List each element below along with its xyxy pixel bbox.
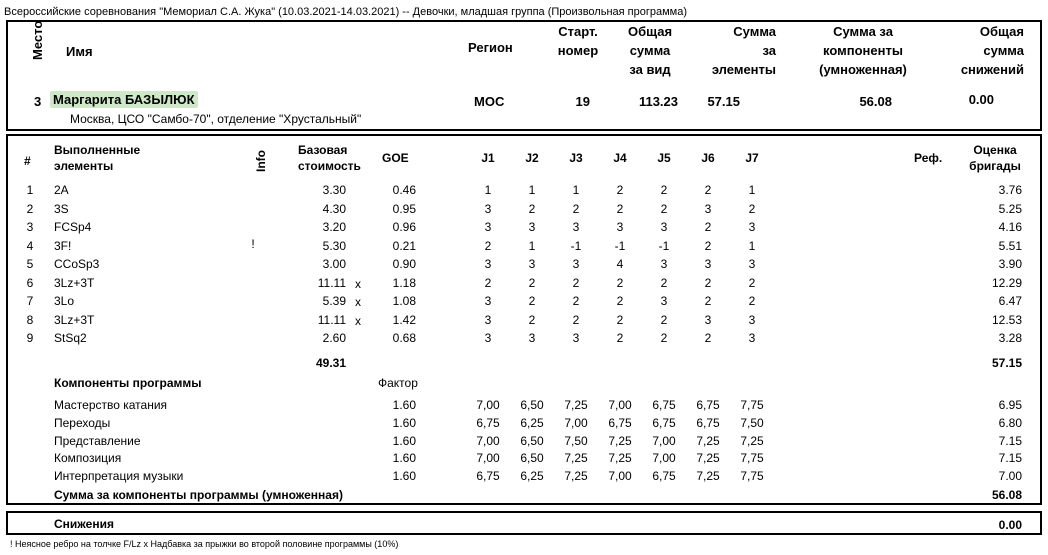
element-base: 3.30: [322, 183, 346, 197]
component-name: Переходы: [54, 415, 111, 430]
col-judge-1-label: J1: [481, 151, 495, 165]
component-judge-4: 7,25: [608, 433, 632, 448]
element-num: 6: [26, 275, 34, 290]
element-judge-6: 3: [704, 312, 712, 327]
element-goe: 0.46: [392, 183, 416, 197]
element-judge-2: 2: [528, 294, 536, 308]
element-panel-score: 3.90: [998, 257, 1022, 271]
element-name: 3Lo: [54, 294, 75, 308]
component-judge-2: 6,50: [520, 433, 544, 448]
element-judge-7: 2: [748, 201, 756, 216]
element-judge-5: 2: [660, 183, 668, 197]
element-judge-5: 3: [660, 220, 668, 234]
element-name: 2A: [54, 183, 69, 197]
element-base: 11.11: [317, 312, 346, 327]
element-judge-5: 2: [660, 312, 668, 327]
col-goe-label: GOE: [382, 151, 409, 165]
component-judge-7: 7,25: [740, 433, 764, 448]
element-judge-2: 1: [528, 238, 536, 253]
component-factor: 1.60: [392, 433, 416, 448]
element-judge-4: 2: [616, 312, 624, 327]
element-judge-3: -1: [570, 238, 582, 253]
element-judge-1: 2: [484, 275, 492, 290]
score-details-box: [6, 134, 1042, 505]
element-base: 5.39: [322, 294, 346, 308]
component-factor: 1.60: [392, 469, 416, 484]
element-judge-7: 3: [748, 220, 756, 234]
skater-start-no: 19: [575, 94, 590, 109]
element-name: 3S: [54, 201, 69, 216]
element-judge-5: -1: [658, 238, 670, 253]
col-ref-label: Реф.: [914, 151, 943, 165]
col-judge-4-label: J4: [613, 151, 627, 165]
components-label: Сумма за компоненты (умноженная): [819, 24, 907, 77]
skater-place: 3: [34, 94, 42, 109]
component-name: Мастерство катания: [54, 398, 168, 412]
element-judge-1: 2: [484, 238, 492, 253]
component-judge-2: 6,50: [520, 398, 544, 412]
place-label: Место: [30, 20, 45, 60]
element-goe: 1.18: [392, 275, 416, 290]
element-judge-2: 3: [528, 220, 536, 234]
component-judge-1: 7,00: [476, 398, 500, 412]
col-judge-7-label: J7: [745, 151, 759, 165]
element-judge-3: 2: [572, 275, 580, 290]
element-bonus: x: [355, 295, 361, 309]
component-judge-2: 6,25: [520, 469, 544, 484]
element-goe: 0.90: [392, 257, 416, 271]
element-name: 3F!: [54, 238, 72, 253]
component-judge-6: 7,25: [696, 469, 720, 484]
element-judge-2: 2: [528, 312, 536, 327]
component-judge-3: 7,25: [564, 469, 588, 484]
skater-club: Москва, ЦСО "Самбо-70", отделение "Хрустальный": [70, 112, 362, 126]
col-judge-5-label: J5: [657, 151, 671, 165]
skater-total: 113.23: [638, 94, 678, 109]
elements-panel-total: 57.15: [991, 356, 1022, 370]
component-panel-score: 7.00: [998, 469, 1022, 484]
component-panel-score: 7.15: [998, 451, 1022, 466]
elements-base-total: 49.31: [315, 356, 346, 370]
component-judge-1: 7,00: [476, 433, 500, 448]
element-goe: 1.08: [392, 294, 416, 308]
components-total-label: Сумма за компоненты программы (умноженная): [54, 488, 343, 502]
element-judge-4: 2: [616, 294, 624, 308]
element-judge-3: 2: [572, 201, 580, 216]
component-judge-1: 7,00: [476, 451, 500, 466]
col-element-label: Выполненные элементы: [54, 143, 141, 173]
footnote: ! Неясное ребро на толчке F/Lz x Надбавка за прыжки во второй половине программы (10%): [10, 539, 399, 549]
element-judge-5: 2: [660, 201, 668, 216]
element-num: 8: [26, 312, 34, 327]
skater-name: [50, 92, 198, 107]
element-judge-6: 2: [704, 183, 712, 197]
col-judge-2-label: J2: [525, 151, 539, 165]
element-base: 4.30: [322, 201, 346, 216]
element-judge-1: 3: [484, 220, 492, 234]
deductions-box: [6, 511, 1042, 535]
skater-elements-score: 57.15: [707, 94, 740, 109]
element-panel-score: 3.76: [998, 183, 1022, 197]
element-judge-5: 2: [660, 275, 668, 290]
col-info-label: Info: [254, 150, 268, 172]
component-judge-4: 7,00: [608, 469, 632, 484]
element-panel-score: 12.53: [991, 312, 1022, 327]
component-name: Композиция: [54, 451, 122, 466]
element-bonus: x: [355, 276, 361, 291]
component-panel-score: 6.80: [998, 415, 1022, 430]
component-judge-7: 7,75: [740, 398, 764, 412]
element-judge-4: 2: [616, 183, 624, 197]
element-judge-7: 3: [748, 257, 756, 271]
component-judge-6: 6,75: [696, 398, 720, 412]
component-judge-7: 7,75: [740, 451, 764, 466]
component-judge-1: 6,75: [476, 415, 500, 430]
element-judge-3: 2: [572, 294, 580, 308]
element-num: 1: [26, 183, 34, 197]
element-num: 9: [26, 331, 34, 345]
element-judge-6: 3: [704, 201, 712, 216]
factor-label: Фактор: [378, 376, 418, 390]
deductions-row-value: 0.00: [998, 518, 1022, 532]
elements-label: Сумма за элементы: [711, 24, 776, 77]
component-factor: 1.60: [392, 415, 416, 430]
component-judge-5: 7,00: [652, 451, 676, 466]
component-judge-4: 7,00: [608, 398, 632, 412]
component-judge-7: 7,75: [740, 469, 764, 484]
region-label: Регион: [468, 40, 513, 55]
element-goe: 0.95: [392, 201, 416, 216]
element-judge-5: 3: [660, 257, 668, 271]
component-judge-3: 7,00: [564, 415, 588, 430]
element-judge-3: 3: [572, 331, 580, 345]
element-judge-1: 3: [484, 312, 492, 327]
element-num: 5: [26, 257, 34, 271]
col-num-label: #: [24, 154, 31, 168]
element-goe: 1.42: [392, 312, 416, 327]
element-judge-7: 2: [748, 294, 756, 308]
element-base: 2.60: [322, 331, 346, 345]
element-num: 4: [26, 238, 34, 253]
start-label: Старт. номер: [557, 24, 599, 58]
element-base: 3.00: [322, 257, 346, 271]
component-judge-6: 7,25: [696, 451, 720, 466]
element-judge-4: 2: [616, 201, 624, 216]
element-judge-4: 2: [616, 275, 624, 290]
element-judge-4: 4: [616, 257, 624, 271]
col-base-label: Базовая стоимость: [298, 143, 361, 173]
skater-components-score: 56.08: [859, 94, 892, 109]
element-judge-5: 3: [660, 294, 668, 308]
element-panel-score: 3.28: [998, 331, 1022, 345]
element-judge-4: -1: [614, 238, 626, 253]
element-judge-1: 3: [484, 257, 492, 271]
deductions-row-label: Снижения: [54, 517, 114, 531]
element-info: !: [251, 236, 255, 251]
component-judge-3: 7,25: [564, 398, 588, 412]
element-name: FCSp4: [54, 220, 92, 234]
element-bonus: x: [355, 313, 361, 328]
skater-deductions: 0.00: [968, 92, 994, 107]
element-judge-2: 1: [528, 183, 536, 197]
element-judge-3: 1: [572, 183, 580, 197]
component-judge-5: 6,75: [652, 469, 676, 484]
skater-name-text: Маргарита БАЗЫЛЮК: [50, 91, 198, 108]
component-judge-2: 6,50: [520, 451, 544, 466]
element-name: 3Lz+3T: [54, 275, 95, 290]
component-judge-6: 6,75: [696, 415, 720, 430]
element-judge-7: 2: [748, 275, 756, 290]
component-judge-2: 6,25: [520, 415, 544, 430]
element-judge-4: 2: [616, 331, 624, 345]
components-total-value: 56.08: [991, 488, 1022, 502]
element-num: 7: [26, 294, 34, 308]
name-label: Имя: [66, 44, 93, 59]
component-judge-7: 7,50: [740, 415, 764, 430]
element-judge-4: 3: [616, 220, 624, 234]
element-judge-1: 3: [484, 201, 492, 216]
component-judge-5: 6,75: [652, 415, 676, 430]
element-goe: 0.96: [392, 220, 416, 234]
component-name: Представление: [54, 433, 141, 448]
element-panel-score: 5.51: [998, 238, 1022, 253]
element-judge-6: 2: [704, 294, 712, 308]
col-judge-3-label: J3: [569, 151, 583, 165]
protocol-caption: Всероссийские соревнования "Мемориал С.А. Жука" (10.03.2021-14.03.2021) -- Девочки, младшая группа (Произвольная программа): [4, 6, 688, 18]
element-judge-3: 3: [572, 220, 580, 234]
element-judge-7: 1: [748, 183, 756, 197]
element-panel-score: 4.16: [998, 220, 1022, 234]
element-panel-score: 6.47: [998, 294, 1022, 308]
element-base: 11.11: [317, 275, 346, 290]
component-judge-4: 7,25: [608, 451, 632, 466]
element-judge-1: 1: [484, 183, 492, 197]
col-panel-label: Оценка бригады: [969, 143, 1021, 173]
element-judge-6: 2: [704, 275, 712, 290]
element-goe: 0.68: [392, 331, 416, 345]
element-panel-score: 12.29: [991, 275, 1022, 290]
component-panel-score: 7.15: [998, 433, 1022, 448]
element-name: 3Lz+3T: [54, 312, 95, 327]
element-judge-6: 2: [704, 238, 712, 253]
skater-region: МОС: [474, 94, 505, 109]
component-panel-score: 6.95: [998, 398, 1022, 412]
element-num: 2: [26, 201, 34, 216]
element-judge-7: 1: [748, 238, 756, 253]
element-base: 3.20: [322, 220, 346, 234]
element-judge-3: 2: [572, 312, 580, 327]
component-judge-5: 6,75: [652, 398, 676, 412]
element-judge-6: 2: [704, 220, 712, 234]
col-judge-6-label: J6: [701, 151, 715, 165]
element-judge-1: 3: [484, 294, 492, 308]
component-judge-5: 7,00: [652, 433, 676, 448]
component-judge-3: 7,50: [564, 433, 588, 448]
component-judge-1: 6,75: [476, 469, 500, 484]
element-judge-2: 3: [528, 257, 536, 271]
element-judge-7: 3: [748, 312, 756, 327]
total-label: Общая сумма за вид: [627, 24, 673, 77]
components-title: Компоненты программы: [54, 376, 202, 390]
element-num: 3: [26, 220, 34, 234]
element-judge-2: 2: [528, 275, 536, 290]
element-judge-7: 3: [748, 331, 756, 345]
element-judge-6: 2: [704, 331, 712, 345]
element-judge-2: 3: [528, 331, 536, 345]
element-judge-1: 3: [484, 331, 492, 345]
component-judge-4: 6,75: [608, 415, 632, 430]
element-judge-2: 2: [528, 201, 536, 216]
element-judge-3: 3: [572, 257, 580, 271]
deductions-label: Общая сумма снижений: [960, 24, 1024, 77]
component-factor: 1.60: [392, 398, 416, 412]
skater-summary-box: [6, 20, 1042, 131]
component-name: Интерпретация музыки: [54, 469, 184, 484]
element-name: CCoSp3: [54, 257, 100, 271]
element-name: StSq2: [54, 331, 87, 345]
element-panel-score: 5.25: [998, 201, 1022, 216]
element-judge-6: 3: [704, 257, 712, 271]
element-goe: 0.21: [392, 238, 416, 253]
component-judge-3: 7,25: [564, 451, 588, 466]
element-base: 5.30: [322, 238, 346, 253]
component-judge-6: 7,25: [696, 433, 720, 448]
component-factor: 1.60: [392, 451, 416, 466]
element-judge-5: 2: [660, 331, 668, 345]
